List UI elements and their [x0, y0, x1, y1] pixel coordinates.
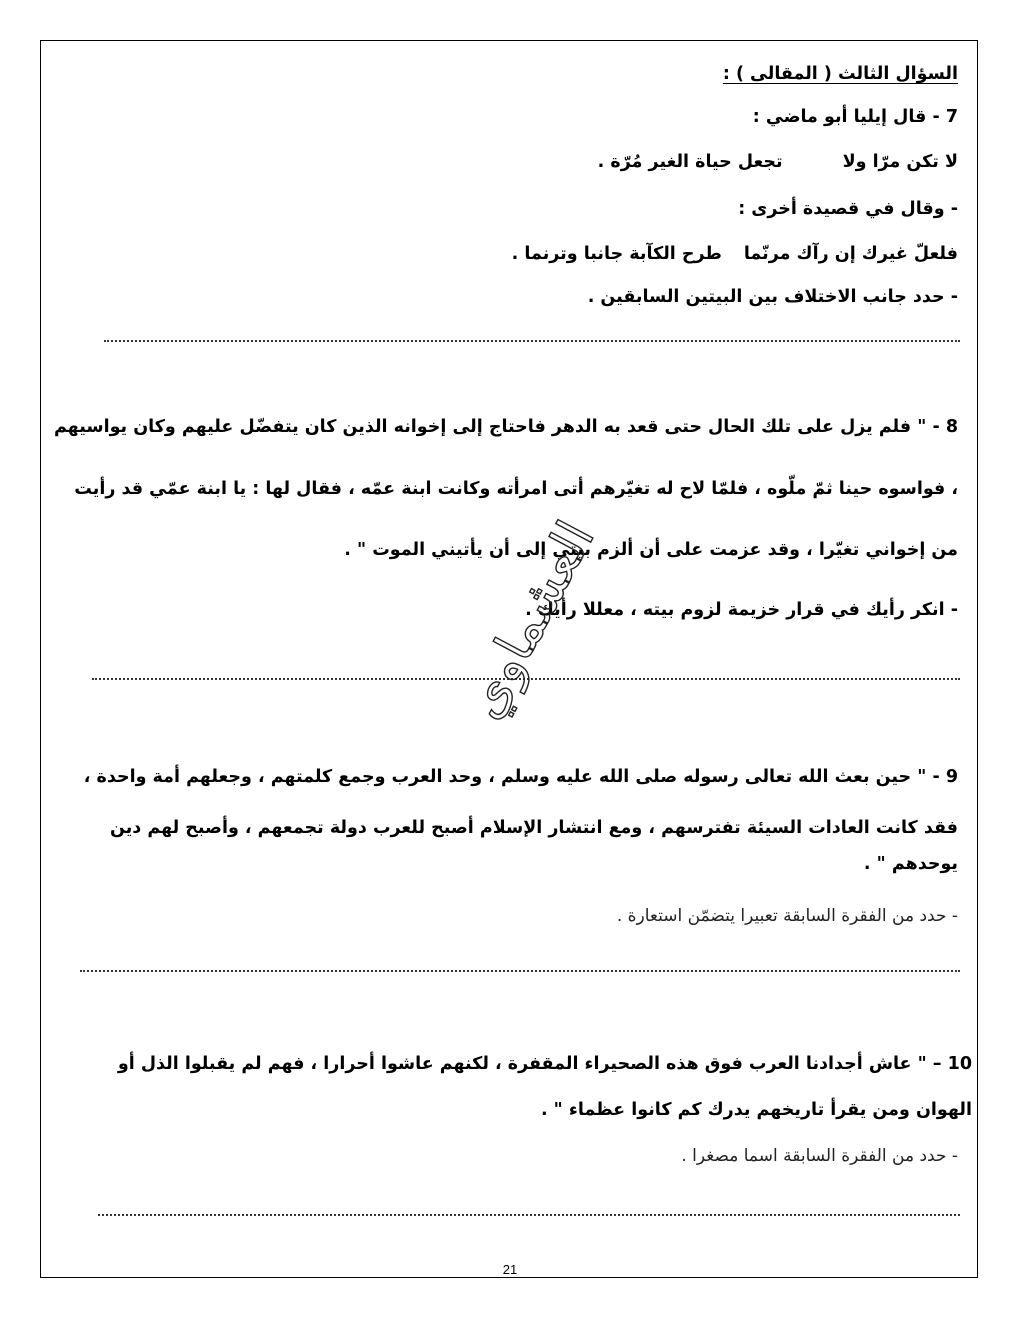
q10-answer-line[interactable] [98, 1214, 960, 1216]
watermark-text: العشماوي [453, 511, 607, 729]
q10-line-2: الهوان ومن يقرأ تاريخهم يدرك كم كانوا عظماء " . [540, 1100, 972, 1120]
q7-verse-1-hemistich-1: لا تكن مرّا ولا [842, 152, 958, 172]
q8-line-1: 8 - " فلم يزل على تلك الحال حتى قعد به الدهر فاحتاج إلى إخوانه الذين كان يتفضّل عليهم وكان يواسيهم [53, 417, 958, 437]
q9-line-3: يوحدهم " . [863, 854, 958, 874]
q7-verse-2-hemistich-1: فلعلّ غيرك إن رآك مرنّما [743, 244, 958, 264]
q7-answer-line[interactable] [104, 340, 960, 342]
q9-task: - حدد من الفقرة السابقة تعبيرا يتضمّن استعارة . [616, 906, 958, 926]
q7-intro: 7 - قال إيليا أبو ماضي : [752, 107, 958, 127]
page-number: 21 [502, 1262, 518, 1277]
q7-verse-1 [598, 150, 958, 174]
q9-line-2: فقد كانت العادات السيئة تفترسهم ، ومع انتشار الإسلام أصبح للعرب دولة تجمعهم ، وأصبح لهم دين [109, 818, 958, 838]
q7-intro-2: - وقال في قصيدة أخرى : [738, 199, 958, 219]
q8-task: - انكر رأيك في قرار خزيمة لزوم بيته ، معللا رأيك . [525, 600, 958, 620]
q7-task: - حدد جانب الاختلاف بين البيتين السابقين . [587, 287, 958, 307]
section-title: السؤال الثالث ( المقالى ) : [722, 64, 958, 84]
q9-line-1: 9 - " حين بعث الله تعالى رسوله صلى الله عليه وسلم ، وحد العرب وجمع كلمتهم ، وجعلهم أمة واحدة ، [83, 767, 958, 787]
q10-line-1: 10 – " عاش أجدادنا العرب فوق هذه الصحيراء المقفرة ، لكنهم عاشوا أحرارا ، فهم لم يقبلوا الذل أو [117, 1054, 972, 1074]
q9-answer-line[interactable] [80, 970, 960, 972]
q10-task: - حدد من الفقرة السابقة اسما مصغرا . [681, 1146, 958, 1166]
q7-verse-1-hemistich-2: تجعل حياة الغير مُرّة . [597, 152, 783, 172]
q7-verse-2 [512, 242, 958, 266]
q8-line-2: ، فواسوه حينا ثمّ ملّوه ، فلمّا لاح له تغيّرهم أتى امرأته وكانت ابنة عمّه ، فقال لها : يا ابنة عمّي قد رأيت [74, 479, 958, 499]
q8-line-3: من إخواني تغيّرا ، وقد عزمت على أن ألزم بيتي إلى أن يأتيني الموت " . [344, 540, 958, 560]
q7-verse-2-hemistich-2: طرح الكآبة جانبا وترنما . [511, 244, 722, 264]
